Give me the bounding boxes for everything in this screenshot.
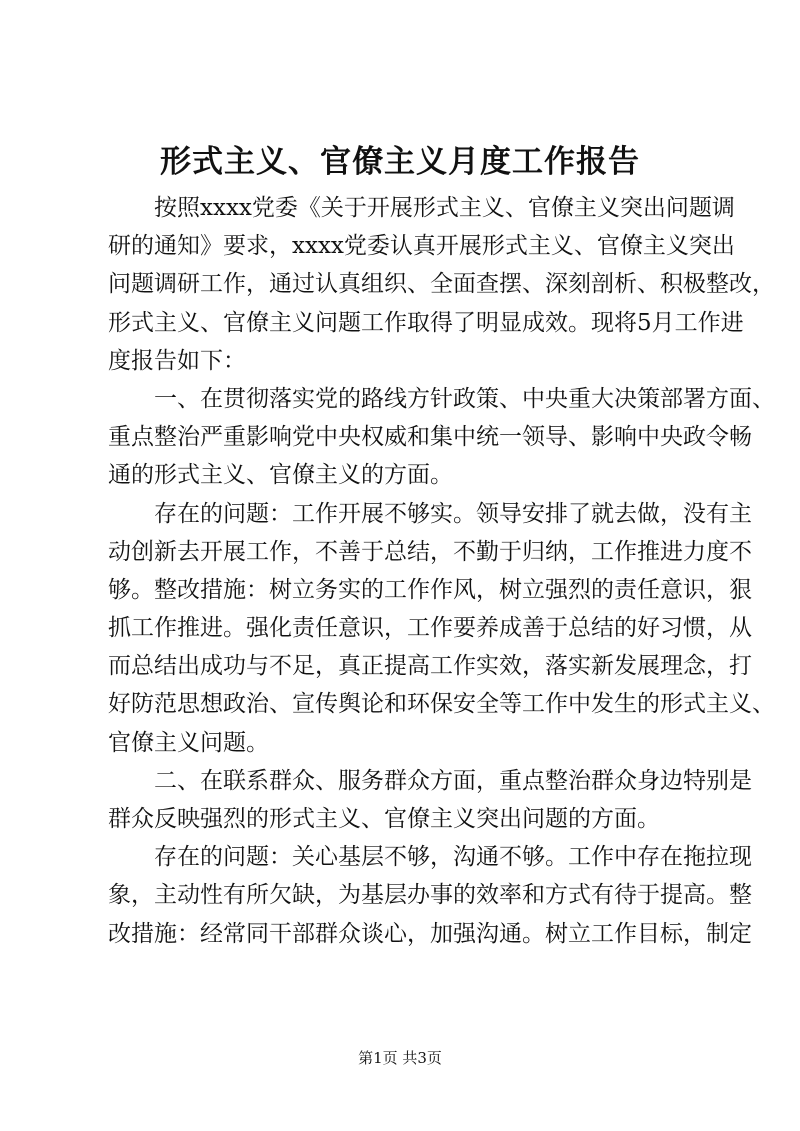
paragraph-line: 度报告如下： <box>108 347 246 374</box>
paragraph-line: 存在的问题：工作开展不够实。领导安排了就去做，没有主 <box>154 500 752 527</box>
paragraph-line: 动创新去开展工作，不善于总结，不勤于归纳，工作推进力度不 <box>108 538 752 565</box>
document-title: 形式主义、官僚主义月度工作报告 <box>160 144 640 180</box>
page-number: 第1页 共3页 <box>358 1049 442 1067</box>
paragraph-line: 抓工作推进。强化责任意识，工作要养成善于总结的好习惯，从 <box>108 615 752 642</box>
paragraph-line: 通的形式主义、官僚主义的方面。 <box>108 462 453 489</box>
paragraph-line: 够。整改措施：树立务实的工作作风，树立强烈的责任意识，狠 <box>108 576 752 603</box>
paragraph-line: 二、在联系群众、服务群众方面，重点整治群众身边特别是 <box>154 767 752 794</box>
paragraph-line: 问题调研工作，通过认真组织、全面查摆、深刻剖析、积极整改， <box>108 271 775 298</box>
document-body <box>108 189 775 953</box>
paragraph-line: 重点整治严重影响党中央权威和集中统一领导、影响中央政令畅 <box>108 424 752 451</box>
paragraph-line: 群众反映强烈的形式主义、官僚主义突出问题的方面。 <box>108 806 660 832</box>
paragraph-line: 按照xxxx党委《关于开展形式主义、官僚主义突出问题调 <box>154 195 735 221</box>
paragraph-line: 好防范思想政治、宣传舆论和环保安全等工作中发生的形式主义、 <box>108 691 775 718</box>
paragraph-line: 形式主义、官僚主义问题工作取得了明显成效。现将5月工作进 <box>108 309 744 336</box>
paragraph-line: 存在的问题：关心基层不够，沟通不够。工作中存在拖拉现 <box>154 844 752 871</box>
paragraph-line: 而总结出成功与不足，真正提高工作实效，落实新发展理念，打 <box>108 653 752 680</box>
paragraph-line: 象，主动性有所欠缺，为基层办事的效率和方式有待于提高。整 <box>108 882 752 909</box>
paragraph-line: 官僚主义问题。 <box>108 729 269 756</box>
paragraph-line: 改措施：经常同干部群众谈心，加强沟通。树立工作目标，制定 <box>108 920 752 947</box>
paragraph-line: 一、在贯彻落实党的路线方针政策、中央重大决策部署方面、 <box>154 385 775 412</box>
paragraph-line: 研的通知》要求，xxxx党委认真开展形式主义、官僚主义突出 <box>108 233 735 260</box>
